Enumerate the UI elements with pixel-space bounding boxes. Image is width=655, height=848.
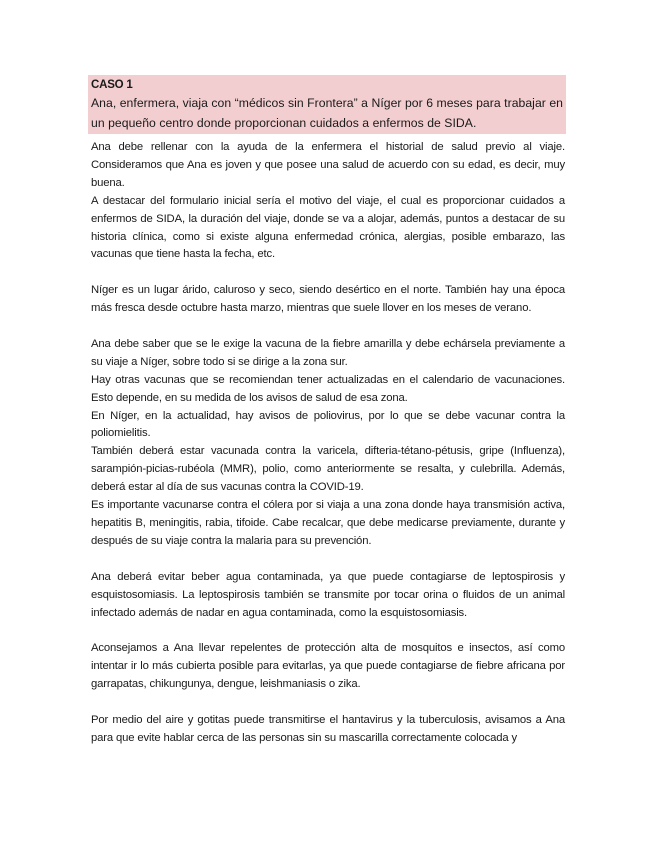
case-intro: Ana, enfermera, viaja con “médicos sin Frontera” a Níger por 6 meses para trabajar en un pequeño centro donde proporcionan cuidados a enfermos de SIDA.: [91, 96, 563, 130]
case-highlight-box: [88, 75, 566, 134]
paragraph-gap: [91, 264, 565, 282]
paragraph-poliovirus: En Níger, en la actualidad, hay avisos de poliovirus, por lo que se debe vacunar contra la poliomielitis.: [91, 409, 565, 440]
case-title: CASO 1: [91, 79, 133, 91]
paragraph-gap: [91, 551, 565, 569]
document-body: [91, 139, 565, 748]
paragraph-form-highlights: A destacar del formulario inicial sería el motivo del viaje, el cual es proporcionar cuidados a enfermos de SIDA, la duración del viaje, donde se va a alojar, además, puntos a destacar de su historia clínica, como si existe alguna enfermedad crónica, alergias, posible embarazo, las vacunas que tiene hasta la fecha, etc.: [91, 194, 565, 261]
paragraph-repellents: Aconsejamos a Ana llevar repelentes de protección alta de mosquitos e insectos, así como intentar ir lo más cubierta posible para evitarlas, ya que puede contagiarse de fiebre africana por garrapatas, chikungunya, dengue, leishmaniasis o zika.: [91, 642, 565, 691]
paragraph-history-form: Ana debe rellenar con la ayuda de la enfermera el historial de salud previo al viaje. Consideramos que Ana es joven y que posee una salud de acuerdo con su edad, es decir, muy buena.: [91, 141, 565, 189]
paragraph-gap: [91, 694, 565, 712]
paragraph-cholera: Es importante vacunarse contra el cólera por si viaja a una zona donde haya transmisión activa, hepatitis B, meningitis, rabia, tifoide. Cabe recalcar, que debe medicarse previamente, durante y después de su viaje contra la malaria para su prevención.: [91, 499, 565, 547]
paragraph-gap: [91, 318, 565, 336]
paragraph-airborne: Por medio del aire y gotitas puede transmitirse el hantavirus y la tuberculosis, avisamos a Ana para que evite hablar cerca de las personas sin su mascarilla correctamente colocada y: [91, 713, 565, 744]
paragraph-yellow-fever: Ana debe saber que se le exige la vacuna de la fiebre amarilla y debe echársela previamente a su viaje a Níger, sobre todo si se dirige a la zona sur.: [91, 337, 565, 368]
paragraph-varicella: También deberá estar vacunada contra la varicela, difteria-tétano-pétusis, gripe (Influenza), sarampión-picias-rubéola (MMR), polio, como anteriormente se resalta, y culebrilla. Además, deberá estar al día de sus vacunas contra la COVID-19.: [91, 445, 565, 494]
paragraph-gap: [91, 622, 565, 640]
paragraph-other-vaccines: Hay otras vacunas que se recomiendan tener actualizadas en el calendario de vacunaciones. Esto depende, en su medida de los avisos de salud de esa zona.: [91, 373, 565, 404]
paragraph-niger-climate: Níger es un lugar árido, caluroso y seco, siendo desértico en el norte. También hay una época más fresca desde octubre hasta marzo, mientras que suele llover en los meses de verano.: [91, 284, 565, 315]
paragraph-contaminated-water: Ana deberá evitar beber agua contaminada, ya que puede contagiarse de leptospirosis y esquistosomiasis. La leptospirosis también se transmite por tocar orina o fluidos de un animal infectado además de nadar en agua contaminada, como la esquistosomiasis.: [91, 570, 565, 619]
